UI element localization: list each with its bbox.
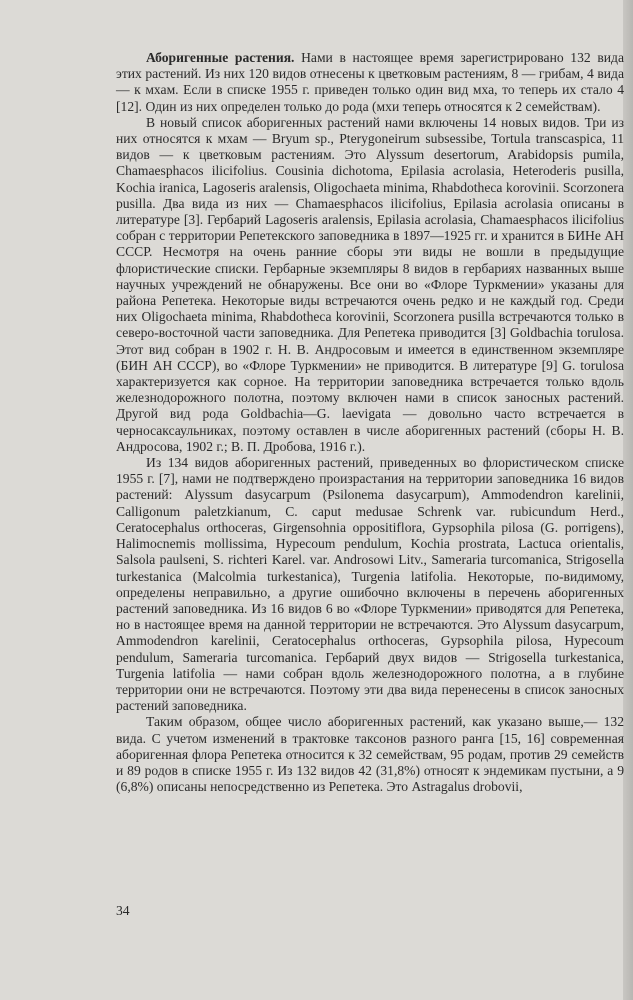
paragraph-1 — [116, 50, 624, 115]
paragraph-3-text: Из 134 видов аборигенных растений, приведенных во флористическом списке 1955 г. [7], нами не подтверждено произрастания на территории заповедника 16 видов растений: Alyssum dasycarpum (Psilonema dasycarpum), Ammodendron karelinii, Calligonum paletzkianum, C. caput medusae Schrenk var. rubicundum Herd., Ceratocephalus orthoceras, Girgensohnia oppositiflora, Gypsophila pilosa (G. porrigens), Halimocnemis mollissima, Hypecoum pendulum, Kochia prostrata, Lactuca orientalis, Salsola paulseni, S. richteri Karel. var. Androsowi Litv., Sameraria turcomanica, Strigosella turkestanica (Malcolmia turkestanica), Turgenia latifolia. Некоторые, по-видимому, определены неправильно, а другие ошибочно включены в перечень аборигенных растений заповедника. Из 16 видов 6 во «Флоре Туркмении» приводятся для Репетека, но в настоящее время на данной территории не встречаются. Это Alyssum dasycarpum, Ammodendron karelinii, Ceratocephalus orthoceras, Gypsophila pilosa, Hypecoum pendulum, Sameraria turcomanica. Гербарий двух видов — Strigosella turkestanica, Turgenia latifolia — нами собран вдоль железнодорожного полотна, а в глубине территории они не встречаются. Поэтому эти два вида перенесены в список заносных растений заповедника. — [116, 455, 624, 714]
paragraph-4 — [116, 714, 624, 795]
paragraph-1-lead: Аборигенные растения. — [146, 50, 295, 65]
page-edge-shadow — [623, 0, 633, 1000]
paragraph-2 — [116, 115, 624, 455]
page-number: 34 — [116, 903, 130, 918]
paragraph-2-text: В новый список аборигенных растений нами включены 14 новых видов. Три из них относятся к мхам — Bryum sp., Pterygoneirum subsessibe, Tortula transcaspica, 11 видов — к цветковым растениям. Это Alyssum desertorum, Arabidopsis pumila, Chamaesphacos ilicifolius. Cousinia dichotoma, Epilasia acrolasia, Heteroderis pusilla, Kochia iranica, Lagoseris aralensis, Oligochaeta minima, Rhabdotheca korovinii. Scorzonera pusilla. Два вида из них — Chamaesphacos ilicifolius, Epilasia acrolasia описаны в литературе [3]. Гербарий Lagoseris aralensis, Epilasia acrolasia, Chamaesphacos ilicifolius собран с территории Репетекского заповедника в 1897—1925 гг. и хранится в БИНе АН СССР. Несмотря на очень ранние сборы эти виды не вошли в предыдущие флористические списки. Гербарные экземпляры 8 видов в гербариях названных выше научных учреждений не обнаружены. Все они во «Флоре Туркмении» указаны для района Репетека. Некоторые виды встречаются очень редко и не каждый год. Среди них Oligochaeta minima, Rhabdotheca korovinii, Scorzonera pusilla встречаются только в северо-восточной части заповедника. Для Репетека приводится [3] Goldbachia torulosa. Этот вид собран в 1902 г. Н. В. Андросовым и имеется в единственном экземпляре (БИН АН СССР), во «Флоре Туркмении» не приводится. В литературе [9] G. torulosa характеризуется как сорное. На территории заповедника встречается только вдоль железнодорожного полотна, поэтому включен нами в список заносных растений. Другой вид рода Goldbachia—G. laevigata — довольно часто встречается в черносаксаульниках, поэтому оставлен в числе аборигенных растений (сборы Н. В. Андросова, 1902 г.; В. П. Дробова, 1916 г.). — [116, 114, 624, 454]
paragraph-3 — [116, 455, 624, 714]
body-text — [116, 50, 624, 795]
paragraph-4-text: Таким образом, общее число аборигенных растений, как указано выше,— 132 вида. С учетом изменений в трактовке таксонов разного ранга [15, 16] современная аборигенная флора Репетека относится к 32 семействам, 95 родам, против 29 семейств и 89 родов в списке 1955 г. Из 132 видов 42 (31,8%) относят к эндемикам пустыни, а 9 (6,8%) описаны непосредственно из Репетека. Это Astragalus drobovii, — [116, 714, 624, 795]
paragraph-1-text: Нами в настоящее время зарегистрировано 132 вида этих растений. Из них 120 видов отнесены к цветковым растениям, 8 — грибам, 4 вида — к мхам. Если в списке 1955 г. приведен только один вид мха, то теперь их стало 4 [12]. Один из них определен только до рода (мхи теперь относятся к 2 семействам). — [116, 50, 624, 114]
